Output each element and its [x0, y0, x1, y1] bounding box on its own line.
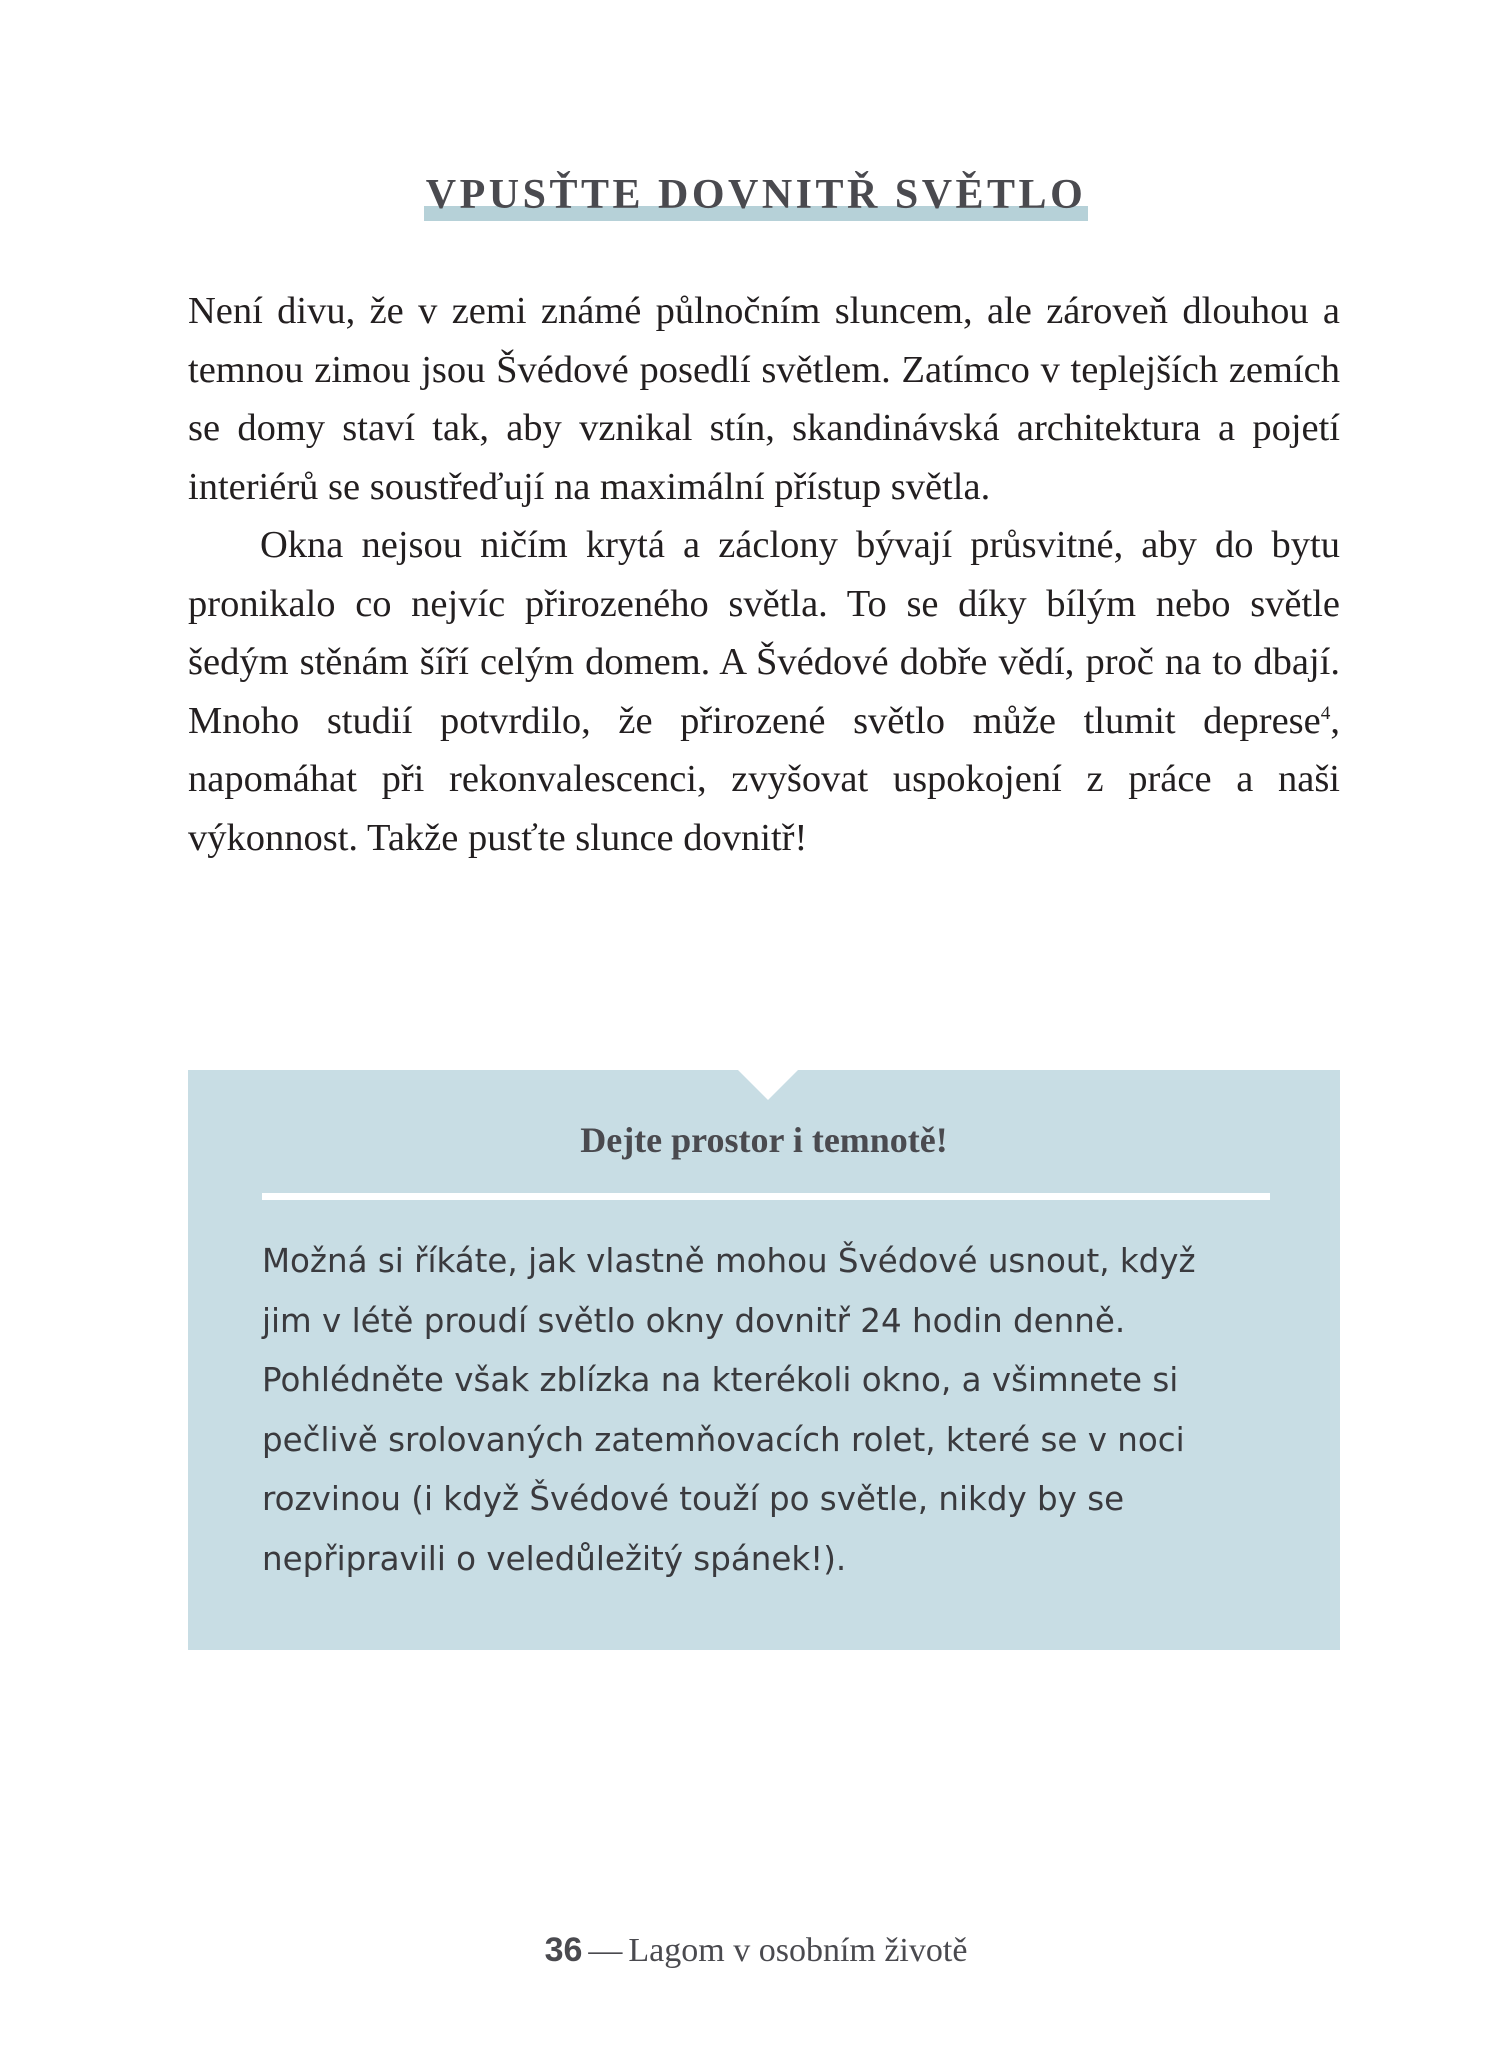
info-box-divider: [262, 1193, 1270, 1200]
info-box-notch: [738, 1070, 798, 1100]
info-box-line: pečlivě srolovaných zatemňovacích rolet, které se v noci: [262, 1420, 1185, 1459]
heading-text: VPUSŤTE DOVNITŘ SVĚTLO: [425, 172, 1087, 218]
info-box-line: Pohlédněte však zblízka na kterékoli okno, a všimnete si: [262, 1361, 1179, 1399]
page-number: 36: [544, 1931, 583, 1969]
heading-container: [0, 165, 1512, 225]
info-box-line: nepřipravili o veledůležitý spánek!).: [262, 1539, 847, 1578]
info-box-line: Možná si říkáte, jak vlastně mohou Švédové usnout, když: [262, 1242, 1196, 1280]
paragraph-2-part-2: , napomáhat při rekonvalescenci, zvyšovat uspokojení z práce a naši výkonnost. Takže pusťte slunce dovnitř!: [188, 699, 1340, 859]
paragraph-2: [188, 516, 1340, 867]
page-footer: [0, 1925, 1512, 1982]
info-box-text: [262, 1232, 1272, 1589]
main-text: [188, 282, 1340, 867]
footer-separator: —: [588, 1932, 623, 1969]
info-box-line: rozvinou (i když Švédové touží po světle, nikdy by se: [262, 1480, 1125, 1518]
paragraph-1: Není divu, že v zemi známé půlnočním sluncem, ale zároveň dlouhou a temnou zimou jsou Švédové posedlí světlem. Zatímco v teplejších zemích se domy staví tak, aby vznikal stín, skandinávská architektura a pojetí interiérů se soustřeďují na maximální přístup světla.: [188, 290, 1340, 508]
paragraph-2-part-1: Okna nejsou ničím krytá a záclony bývají průsvitné, aby do bytu pronikalo co nejvíc přirozeného světla. To se díky bílým nebo světle šedým stěnám šíří celým domem. A Švédové dobře vědí, proč na to dbají. Mnoho studií potvrdilo, že přirozené světlo může tlumit deprese: [188, 524, 1340, 742]
page-heading: [424, 165, 1088, 225]
info-box-title: Dejte prostor i temnotě!: [580, 1120, 948, 1160]
chapter-title: Lagom v osobním životě: [628, 1932, 968, 1969]
footnote-marker: 4: [1320, 702, 1331, 724]
info-box-line: jim v létě proudí světlo okny dovnitř 24 hodin denně.: [262, 1301, 1126, 1340]
